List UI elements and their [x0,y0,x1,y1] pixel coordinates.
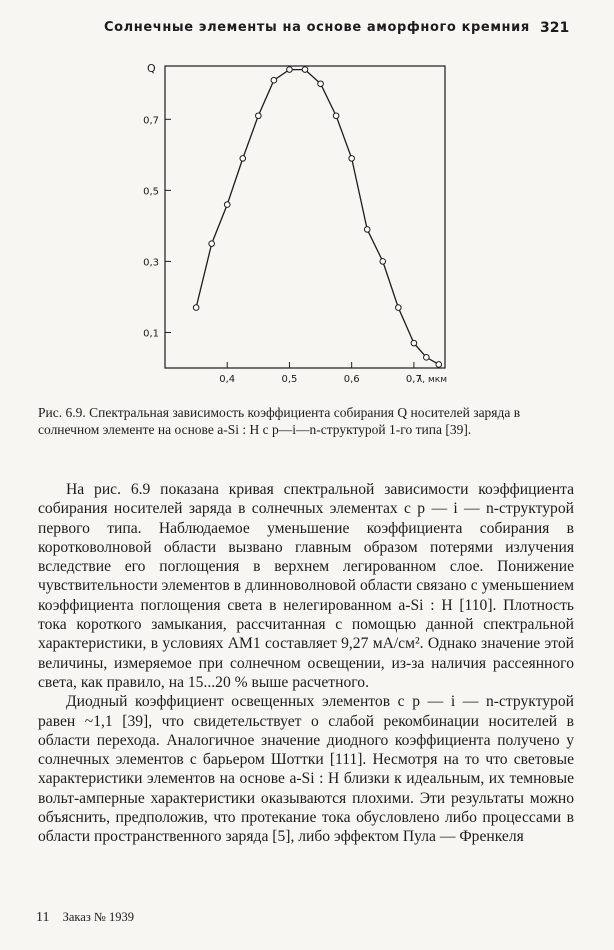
x-tick-label: 0,7 [405,374,422,385]
series-line-q [196,70,439,365]
data-point [424,355,430,361]
x-tick-label: 0,4 [219,374,236,385]
data-point [271,77,277,83]
figure-caption: Рис. 6.9. Спектральная зависимость коэффициента собирания Q носителей заряда в солнечном элементе на основе a-Si : H с p—i—n-структурой 1-го типа [39]. [38,405,521,437]
data-point [349,156,355,162]
data-point [240,156,246,162]
data-point [302,67,308,73]
order-number: Заказ № 1939 [62,910,134,924]
data-point [224,202,230,208]
data-point [256,113,262,119]
signature-mark: 11 [36,910,50,925]
x-tick-label: 0,6 [343,374,360,385]
plot-frame [165,66,445,368]
data-point [380,259,386,265]
y-axis-label: Q [147,62,156,75]
paragraph-1: На рис. 6.9 показана кривая спектральной зависимости коэффициента собирания носителей заряда в солнечных элементах с p — i — n-структурой первого типа. Наблюдаемое уменьшение коэффициента собирания в коротковолновой области вызвано главным образом потерями излучения вследствие его поглощения в верхнем легированном слое. Понижение чувствительности элементов в длинноволновой области связано с уменьшением коэффициента поглощения света в нелегированном a-Si : H [110]. Плотность тока короткого замыкания, рассчитанная с помощью данной спектральной характеристики, в условиях AM1 составляет 9,27 мА/см². Однако значение этой величины, измеряемое при солнечном освещении, из-за наличия рассеянного света, как правило, на 15...20 % выше расчетного. [38,481,574,691]
data-point [333,113,339,119]
body-text [38,480,574,847]
data-point [318,81,324,87]
data-point [287,67,293,73]
y-tick-label: 0,5 [143,186,159,198]
data-point [411,340,417,346]
x-axis-label: λ, мкм [416,375,447,385]
y-tick-label: 0,1 [143,328,159,340]
paragraph-2: Диодный коэффициент освещенных элементов с p — i — n-структурой равен ~1,1 [39], что свидетельствует о слабой рекомбинации носителей в области перехода. Аналогичное значение диодного коэффициента получено у солнечных элементов с барьером Шоттки [111]. Несмотря на то что световые характеристики элементов на основе a-Si : H близки к идеальным, их темновые вольт-амперные характеристики оказываются плохими. Эти результаты можно объяснить, предположив, что протекание тока обусловлено либо процессами в области пространственного заряда [5], либо эффектом Пула — Френкеля [38,693,574,846]
data-point [396,305,402,311]
data-point [364,227,370,233]
data-point [209,241,215,247]
page-number: 321 [540,20,570,36]
y-tick-label: 0,7 [143,115,159,127]
figure-6-9-chart [130,48,470,393]
running-title: Солнечные элементы на основе аморфного кремния [104,20,530,35]
x-tick-label: 0,5 [281,374,298,385]
data-point [193,305,199,311]
running-head [0,20,614,40]
page-footer [36,910,134,926]
y-tick-label: 0,3 [143,257,159,269]
data-point [436,362,442,368]
